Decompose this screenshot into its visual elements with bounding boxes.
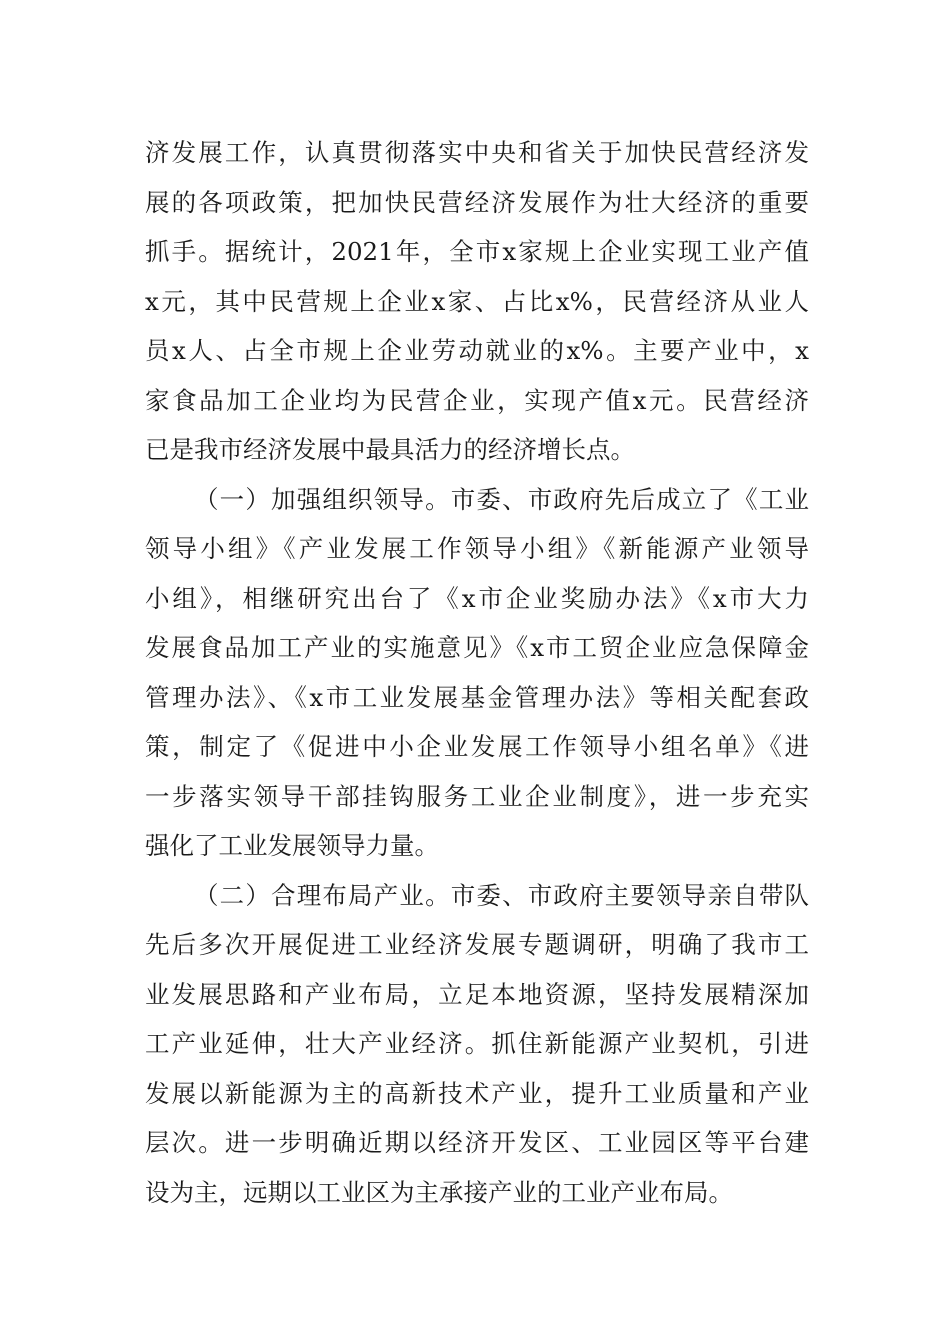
paragraph-section-1 (145, 475, 809, 871)
text-line: 已是我市经济发展中最具活力的经济增长点。 (145, 435, 635, 464)
text-line: x元，其中民营规上企业x家、占比x%，民营经济从业人 (145, 286, 809, 316)
text-line: 层次。进一步明确近期以经济开发区、工业园区等平台建 (145, 1128, 809, 1157)
section-heading-line: （二）合理布局产业。市委、市政府主要领导亲自带队 (194, 880, 809, 910)
document-body (145, 128, 809, 1217)
text-line: 业发展思路和产业布局，立足本地资源，坚持发展精深加 (145, 979, 809, 1009)
text-line: 员x人、占全市规上企业劳动就业的x%。主要产业中，x (145, 336, 809, 365)
section-heading-line: （一）加强组织领导。市委、市政府先后成立了《工业 (194, 484, 809, 514)
text-line: 工产业延伸，壮大产业经济。抓住新能源产业契机，引进 (145, 1029, 809, 1058)
text-line: 展的各项政策，把加快民营经济发展作为壮大经济的重要 (145, 187, 809, 217)
text-line: 发展以新能源为主的高新技术产业，提升工业质量和产业 (145, 1078, 809, 1108)
text-line: 强化了工业发展领导力量。 (145, 831, 439, 860)
text-line: 管理办法》、《x市工业发展基金管理办法》等相关配套政 (145, 682, 809, 712)
text-line: 设为主，远期以工业区为主承接产业的工业产业布局。 (145, 1177, 733, 1207)
text-line: 抓手。据统计，2021年，全市x家规上企业实现工业产值 (145, 237, 809, 266)
text-line: 一步落实领导干部挂钩服务工业企业制度》，进一步充实 (145, 781, 809, 811)
text-line: 济发展工作，认真贯彻落实中央和省关于加快民营经济发 (145, 138, 809, 167)
text-line: 先后多次开展促进工业经济发展专题调研，明确了我市工 (145, 930, 809, 959)
paragraph-section-2 (145, 871, 809, 1218)
text-line: 策，制定了《促进中小企业发展工作领导小组名单》《进 (145, 732, 809, 761)
paragraph-intro (145, 128, 809, 475)
text-line: 家食品加工企业均为民营企业，实现产值x元。民营经济 (145, 385, 809, 415)
text-line: 发展食品加工产业的实施意见》《x市工贸企业应急保障金 (145, 633, 809, 662)
text-line: 领导小组》《产业发展工作领导小组》《新能源产业领导 (145, 534, 809, 563)
text-line: 小组》，相继研究出台了《x市企业奖励办法》《x市大力 (145, 583, 809, 613)
